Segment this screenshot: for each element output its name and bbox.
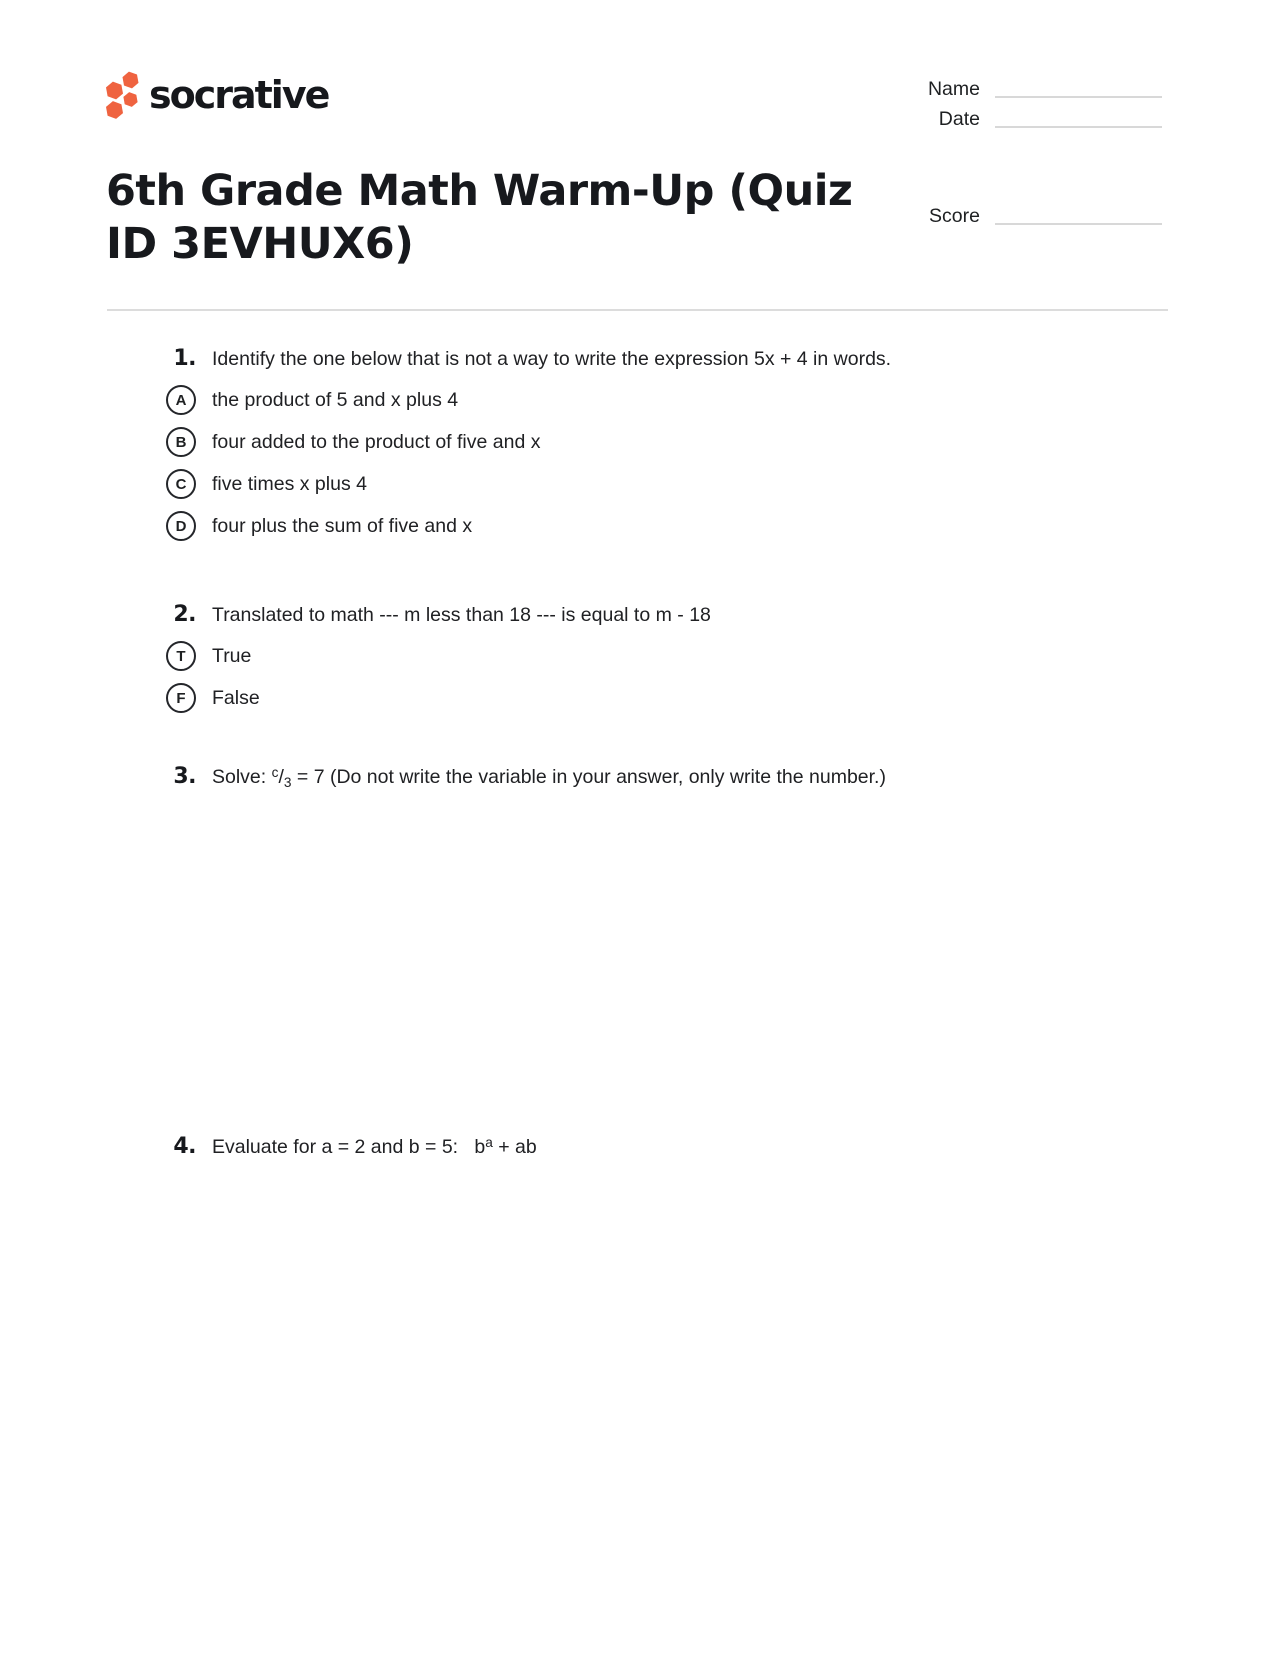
score-field-row bbox=[868, 205, 1162, 228]
question-4-prefix: Evaluate for a = 2 and b = 5: bbox=[212, 1136, 475, 1158]
hexagon-mid-left bbox=[106, 82, 123, 100]
exponent-base: b bbox=[474, 1136, 486, 1158]
question-1 bbox=[140, 346, 1150, 541]
hexagon-top-right bbox=[123, 72, 139, 89]
date-label: Date bbox=[938, 108, 980, 130]
socrative-logo bbox=[103, 70, 328, 120]
option-letter-badge: T bbox=[166, 641, 196, 671]
question-text: Translated to math --- m less than 18 --- is equal to m - 18 bbox=[212, 604, 711, 626]
page-title-line-1: 6th Grade Math Warm-Up (Quiz bbox=[106, 166, 853, 216]
hexagon-bottom-left bbox=[106, 101, 123, 119]
answer-option-b bbox=[166, 427, 1150, 457]
option-label: four added to the product of five and x bbox=[212, 430, 541, 453]
fraction-numerator: c bbox=[271, 765, 279, 780]
hexagon-mid-right bbox=[123, 92, 137, 107]
answer-option-false bbox=[166, 683, 1150, 713]
hexagon-cluster-icon bbox=[103, 70, 140, 120]
option-label: the product of 5 and x plus 4 bbox=[212, 388, 459, 411]
option-letter-badge: B bbox=[166, 427, 196, 457]
name-blank-line bbox=[995, 96, 1162, 98]
answer-option-c bbox=[166, 469, 1150, 499]
question-3 bbox=[140, 759, 1150, 796]
question-4 bbox=[140, 1129, 1150, 1161]
question-3-rest: = 7 (Do not write the variable in your answer, only write the number.) bbox=[291, 766, 886, 788]
option-letter-badge: D bbox=[166, 511, 196, 541]
question-text bbox=[212, 759, 886, 796]
question-text bbox=[212, 1129, 537, 1161]
question-4-head bbox=[140, 1129, 1150, 1161]
option-letter-badge: F bbox=[166, 683, 196, 713]
date-field-row bbox=[868, 108, 1162, 131]
question-2 bbox=[140, 602, 1150, 713]
option-letter-badge: A bbox=[166, 385, 196, 415]
question-number: 3. bbox=[173, 764, 196, 789]
question-3-prefix: Solve: bbox=[212, 766, 272, 788]
question-number: 1. bbox=[173, 346, 196, 371]
page-title bbox=[106, 165, 852, 271]
question-4-rest: + ab bbox=[492, 1136, 537, 1158]
question-number: 4. bbox=[173, 1134, 196, 1159]
answer-option-d bbox=[166, 511, 1150, 541]
page-title-line-2: ID 3EVHUX6) bbox=[106, 219, 414, 269]
question-number: 2. bbox=[173, 602, 196, 627]
fraction-denominator: 3 bbox=[283, 775, 292, 790]
option-label: five times x plus 4 bbox=[212, 472, 367, 495]
question-3-head bbox=[140, 759, 1150, 796]
question-1-head bbox=[140, 346, 1150, 373]
section-divider bbox=[107, 309, 1168, 311]
exponent-value: a bbox=[485, 1135, 493, 1150]
name-field-row bbox=[868, 78, 1162, 101]
score-label: Score bbox=[929, 205, 980, 227]
option-label: False bbox=[212, 686, 260, 709]
score-blank-line bbox=[995, 223, 1162, 225]
fraction-slash: / bbox=[278, 766, 284, 788]
date-blank-line bbox=[995, 126, 1162, 128]
name-label: Name bbox=[927, 78, 980, 100]
question-2-head bbox=[140, 602, 1150, 629]
answer-option-true bbox=[166, 641, 1150, 671]
logo-wordmark: socrative bbox=[149, 73, 329, 117]
question-text: Identify the one below that is not a way to write the expression 5x + 4 in words. bbox=[212, 348, 892, 370]
option-label: four plus the sum of five and x bbox=[212, 514, 473, 537]
option-letter-badge: C bbox=[166, 469, 196, 499]
option-label: True bbox=[212, 644, 252, 667]
answer-option-a bbox=[166, 385, 1150, 415]
